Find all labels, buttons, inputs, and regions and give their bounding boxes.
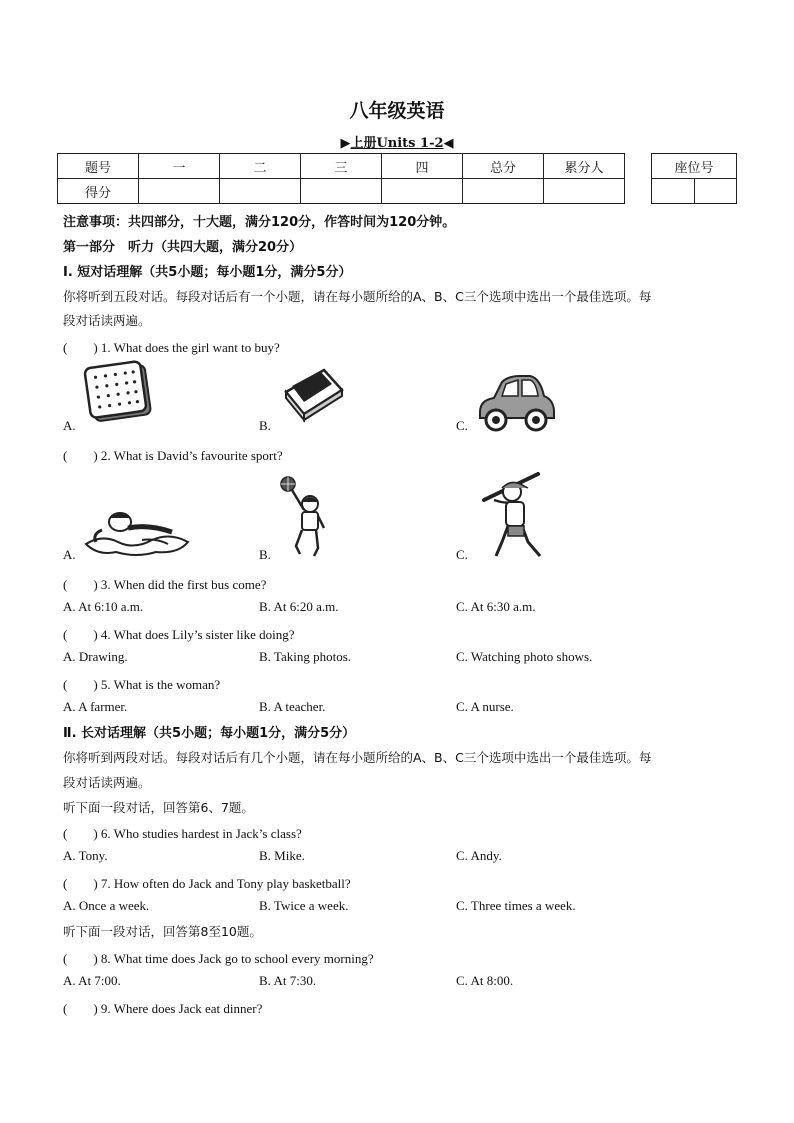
question-4-stem: ( ) 4. What does Lily’s sister like doing? — [63, 627, 295, 642]
question-3-stem: ( ) 3. When did the first bus come? — [63, 577, 267, 592]
score-header-cell: 三 — [301, 154, 382, 179]
question-9-stem: ( ) 9. Where does Jack eat dinner? — [63, 1001, 263, 1016]
q6-option-a[interactable]: A. Tony. — [63, 848, 108, 863]
basketball-player-image — [278, 474, 330, 560]
score-header-cell: 累分人 — [544, 154, 625, 179]
section2-instructions-cont: 段对话读两遍。 — [63, 775, 151, 790]
seat-table — [651, 153, 737, 204]
q4-option-a[interactable]: A. Drawing. — [63, 649, 128, 664]
score-header-cell: 四 — [382, 154, 463, 179]
q3-option-c[interactable]: C. At 6:30 a.m. — [456, 599, 536, 614]
score-header-cell: 一 — [139, 154, 220, 179]
arrow-left-icon: ▶ — [340, 136, 351, 151]
seat-cell[interactable] — [694, 179, 737, 204]
score-table-header-row — [58, 154, 625, 179]
q5-option-a[interactable]: A. A farmer. — [63, 699, 128, 714]
eraser-image — [280, 362, 350, 424]
biscuit-image — [82, 360, 158, 426]
swimming-image — [82, 500, 194, 560]
page-subtitle — [0, 132, 794, 151]
toy-car-image — [474, 372, 558, 434]
seat-cell[interactable] — [652, 179, 695, 204]
score-table — [57, 153, 625, 204]
question-7-stem: ( ) 7. How often do Jack and Tony play basketball? — [63, 876, 351, 891]
q1-option-a[interactable]: A. — [63, 418, 76, 433]
q1-option-b[interactable]: B. — [259, 418, 271, 433]
q8-option-a[interactable]: A. At 7:00. — [63, 973, 121, 988]
q7-option-b[interactable]: B. Twice a week. — [259, 898, 349, 913]
score-header-cell: 题号 — [58, 154, 139, 179]
arrow-right-icon: ◀ — [443, 136, 454, 151]
page-title: 八年级英语 — [349, 100, 445, 122]
score-cell[interactable] — [382, 179, 463, 204]
question-5-stem: ( ) 5. What is the woman? — [63, 677, 221, 692]
part1-title: 第一部分 听力（共四大题，满分20分） — [63, 240, 303, 255]
q4-option-b[interactable]: B. Taking photos. — [259, 649, 352, 664]
section1-instructions: 你将听到五段对话。每段对话后有一个小题，请在每小题所给的A、B、C三个选项中选出一个最佳选项。每 — [63, 289, 652, 304]
q8-option-c[interactable]: C. At 8:00. — [456, 973, 514, 988]
q7-option-a[interactable]: A. Once a week. — [63, 898, 150, 913]
score-header-cell: 二 — [220, 154, 301, 179]
score-cell[interactable] — [301, 179, 382, 204]
question-2-stem: ( ) 2. What is David’s favourite sport? — [63, 448, 283, 463]
q1-option-c[interactable]: C. — [456, 418, 468, 433]
score-row-label: 得分 — [58, 179, 139, 204]
seat-label: 座位号 — [652, 154, 737, 179]
score-cell[interactable] — [463, 179, 544, 204]
q2-option-a[interactable]: A. — [63, 547, 76, 562]
notice: 注意事项：共四部分，十大题，满分120分，作答时间为120分钟。 — [63, 215, 456, 230]
score-cell[interactable] — [220, 179, 301, 204]
q7-option-c[interactable]: C. Three times a week. — [456, 898, 576, 913]
section1-instructions-cont: 段对话读两遍。 — [63, 313, 151, 328]
q4-option-c[interactable]: C. Watching photo shows. — [456, 649, 593, 664]
section1-title: Ⅰ. 短对话理解（共5小题；每小题1分，满分5分） — [63, 265, 352, 280]
score-table-score-row — [58, 179, 625, 204]
q3-option-a[interactable]: A. At 6:10 a.m. — [63, 599, 144, 614]
section2-title: Ⅱ. 长对话理解（共5小题；每小题1分，满分5分） — [63, 726, 356, 741]
q6-option-c[interactable]: C. Andy. — [456, 848, 502, 863]
q8-option-b[interactable]: B. At 7:30. — [259, 973, 317, 988]
q2-option-c[interactable]: C. — [456, 547, 468, 562]
dialog1-intro: 听下面一段对话，回答第6、7题。 — [63, 800, 254, 815]
score-cell[interactable] — [139, 179, 220, 204]
question-8-stem: ( ) 8. What time does Jack go to school every morning? — [63, 951, 374, 966]
score-cell[interactable] — [544, 179, 625, 204]
q6-option-b[interactable]: B. Mike. — [259, 848, 305, 863]
question-6-stem: ( ) 6. Who studies hardest in Jack’s class? — [63, 826, 302, 841]
q2-option-b[interactable]: B. — [259, 547, 271, 562]
dialog2-intro: 听下面一段对话，回答第8至10题。 — [63, 924, 262, 939]
q5-option-b[interactable]: B. A teacher. — [259, 699, 326, 714]
section2-instructions: 你将听到两段对话。每段对话后有几个小题，请在每小题所给的A、B、C三个选项中选出一个最佳选项。每 — [63, 750, 652, 765]
question-1-stem: ( ) 1. What does the girl want to buy? — [63, 340, 280, 355]
q5-option-c[interactable]: C. A nurse. — [456, 699, 514, 714]
subtitle-text: 上册Units 1-2 — [350, 136, 444, 151]
score-header-cell: 总分 — [463, 154, 544, 179]
q3-option-b[interactable]: B. At 6:20 a.m. — [259, 599, 339, 614]
baseball-player-image — [476, 470, 548, 562]
